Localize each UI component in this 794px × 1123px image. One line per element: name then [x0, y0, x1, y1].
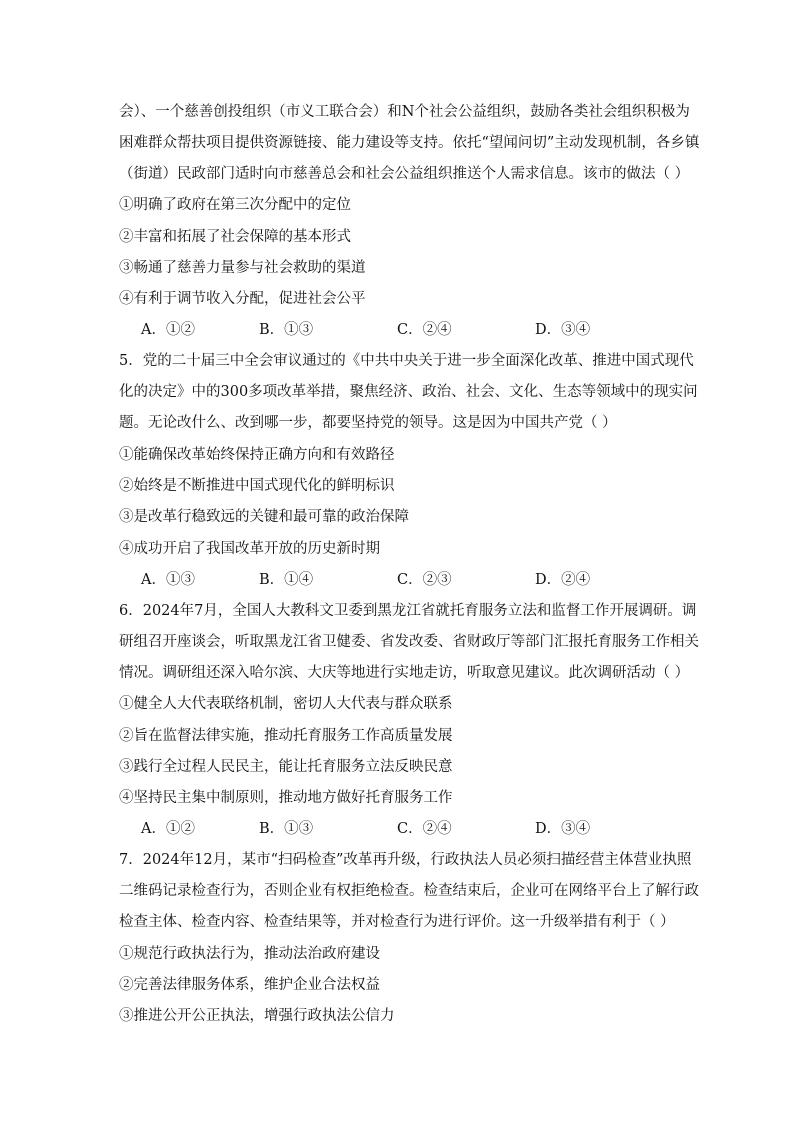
q6-option-b[interactable]: B．①③ — [259, 821, 314, 837]
q6-item-1: ①健全人大代表联络机制，密切人大代表与群众联系 — [119, 696, 453, 712]
q4-item-3: ③畅通了慈善力量参与社会救助的渠道 — [119, 260, 366, 276]
q5-item-2: ②始终是不断推进中国式现代化的鲜明标识 — [119, 478, 395, 494]
q5-option-a[interactable]: A．①③ — [141, 572, 195, 588]
q5-option-b[interactable]: B．①④ — [259, 572, 314, 588]
q6-item-3: ③践行全过程人民民主，能让托育服务立法反映民意 — [119, 759, 453, 775]
q4-option-c[interactable]: C．②④ — [397, 322, 452, 338]
q7-item-1: ①规范行政执法行为，推动法治政府建设 — [119, 946, 380, 962]
q6-stem-line-2: 研组召开座谈会，听取黑龙江省卫健委、省发改委、省财政厅等部门汇报托育服务工作相关 — [119, 634, 699, 650]
q4-stem-line-1: 会）、一个慈善创投组织（市义工联合会）和N个社会公益组织，鼓励各类社会组织积极为 — [119, 104, 690, 120]
q5-options — [141, 570, 701, 590]
q6-option-c[interactable]: C．②④ — [397, 821, 452, 837]
q5-item-3: ③是改革行稳致远的关键和最可靠的政治保障 — [119, 509, 409, 525]
q4-option-b[interactable]: B．①③ — [259, 322, 314, 338]
q4-options — [141, 320, 701, 340]
q7-stem-line-2: 二维码记录检查行为，否则企业有权拒绝检查。检查结束后，企业可在网络平台上了解行政 — [119, 883, 699, 899]
q5-option-d[interactable]: D．②④ — [535, 572, 591, 588]
q7-stem-line-3: 检查主体、检查内容、检查结果等，并对检查行为进行评价。这一升级举措有利于（ ） — [119, 914, 675, 930]
q7-item-2: ②完善法律服务体系，维护企业合法权益 — [119, 977, 380, 993]
q6-option-d[interactable]: D．③④ — [535, 821, 591, 837]
q6-options — [141, 819, 701, 839]
q5-option-c[interactable]: C．②③ — [397, 572, 452, 588]
q5-item-4: ④成功开启了我国改革开放的历史新时期 — [119, 541, 380, 557]
q6-stem-line-3: 情况。调研组还深入哈尔滨、大庆等地进行实地走访，听取意见建议。此次调研活动（ ） — [119, 665, 690, 681]
q7-stem-line-1: 7．2024年12月，某市“扫码检查”改革再升级，行政执法人员必须扫描经营主体营业执照 — [119, 852, 692, 868]
q7-item-3: ③推进公开公正执法，增强行政执法公信力 — [119, 1008, 395, 1024]
q6-option-a[interactable]: A．①② — [141, 821, 195, 837]
q4-item-4: ④有利于调节收入分配，促进社会公平 — [119, 291, 366, 307]
q4-stem-line-2: 困难群众帮扶项目提供资源链接、能力建设等支持。依托“望闻问切”主动发现机制，各乡镇 — [119, 135, 700, 151]
q4-stem-line-3: （街道）民政部门适时向市慈善总会和社会公益组织推送个人需求信息。该市的做法（ ） — [119, 166, 690, 182]
q5-item-1: ①能确保改革始终保持正确方向和有效路径 — [119, 447, 395, 463]
q6-stem-line-1: 6．2024年7月，全国人大教科文卫委到黑龙江省就托育服务立法和监督工作开展调研。调 — [119, 603, 697, 619]
q4-option-a[interactable]: A．①② — [141, 322, 195, 338]
q6-item-4: ④坚持民主集中制原则，推动地方做好托育服务工作 — [119, 790, 453, 806]
q4-option-d[interactable]: D．③④ — [535, 322, 591, 338]
q4-item-1: ①明确了政府在第三次分配中的定位 — [119, 197, 351, 213]
q6-item-2: ②旨在监督法律实施，推动托育服务工作高质量发展 — [119, 728, 453, 744]
q5-stem-line-3: 题。无论改什么、改到哪一步，都要坚持党的领导。这是因为中国共产党（ ） — [119, 415, 617, 431]
q4-item-2: ②丰富和拓展了社会保障的基本形式 — [119, 229, 351, 245]
q5-stem-line-2: 化的决定》中的300多项改革举措，聚焦经济、政治、社会、文化、生态等领域中的现实问 — [119, 384, 698, 400]
q5-stem-line-1: 5．党的二十届三中全会审议通过的《中共中央关于进一步全面深化改革、推进中国式现代 — [119, 353, 694, 369]
